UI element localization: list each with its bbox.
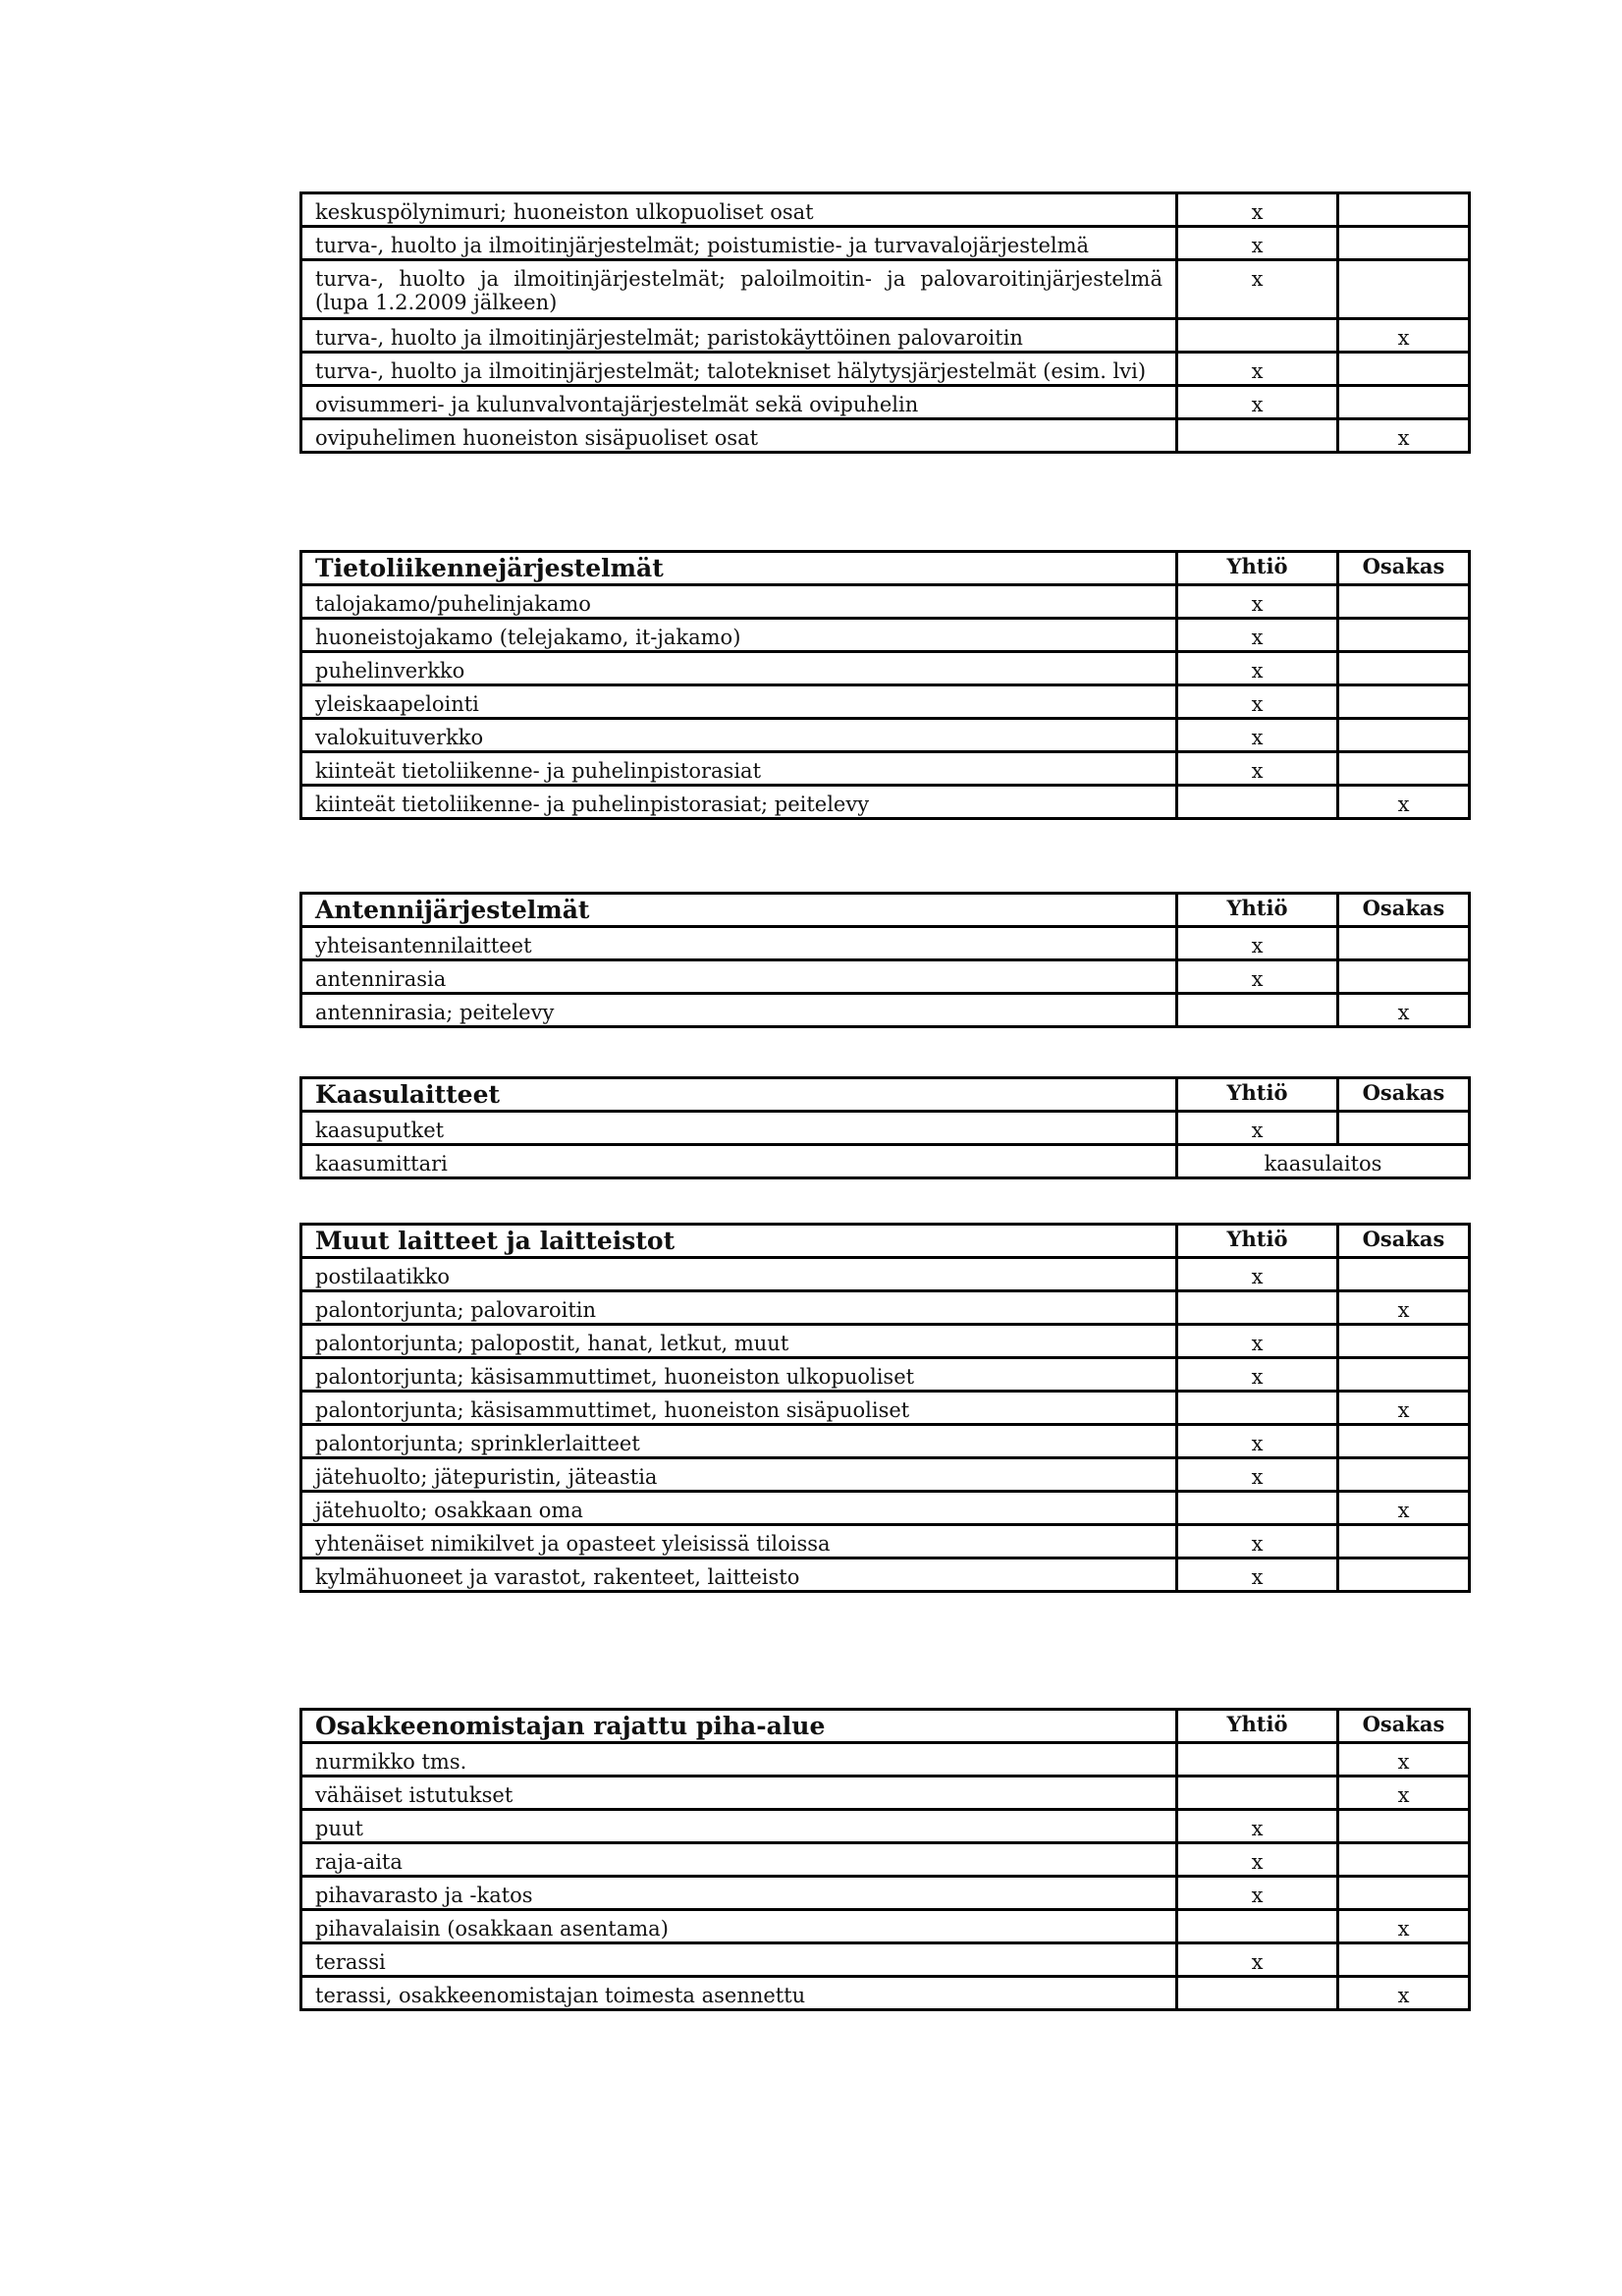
osakas-cell: [1338, 1810, 1470, 1843]
table-row: [301, 1777, 1470, 1810]
osakas-cell: x: [1338, 319, 1470, 353]
item-cell: pihavarasto ja -katos: [301, 1877, 1177, 1910]
table-row: [301, 1291, 1470, 1325]
yhtio-cell: [1177, 1977, 1338, 2010]
item-cell: nurmikko tms.: [301, 1743, 1177, 1777]
table-row: [301, 994, 1470, 1027]
yhtio-cell: x: [1177, 1458, 1338, 1492]
yhtio-cell: [1177, 1492, 1338, 1525]
yhtio-cell: x: [1177, 353, 1338, 386]
table-shareholder-yard-area: [299, 1708, 1471, 2011]
table-row: [301, 1458, 1470, 1492]
item-cell: raja-aita: [301, 1843, 1177, 1877]
yhtio-cell: x: [1177, 193, 1338, 227]
table-row: [301, 1325, 1470, 1358]
item-cell: terassi: [301, 1943, 1177, 1977]
osakas-cell: [1338, 619, 1470, 652]
item-cell: yhtenäiset nimikilvet ja opasteet yleisissä tiloissa: [301, 1525, 1177, 1558]
yhtio-cell: x: [1177, 1258, 1338, 1291]
table-row: [301, 1877, 1470, 1910]
yhtio-cell: x: [1177, 960, 1338, 994]
item-cell: ovipuhelimen huoneiston sisäpuoliset osat: [301, 419, 1177, 453]
table-header-row: [301, 1225, 1470, 1258]
osakas-cell: [1338, 1358, 1470, 1392]
item-cell: palontorjunta; palopostit, hanat, letkut, muut: [301, 1325, 1177, 1358]
table-telecommunications: [299, 550, 1471, 820]
yhtio-cell: [1177, 319, 1338, 353]
yhtio-cell: x: [1177, 652, 1338, 685]
item-cell: kylmähuoneet ja varastot, rakenteet, laitteisto: [301, 1558, 1177, 1592]
yhtio-cell: x: [1177, 1843, 1338, 1877]
table-row: [301, 752, 1470, 786]
osakas-cell: [1338, 927, 1470, 960]
item-cell: palontorjunta; palovaroitin: [301, 1291, 1177, 1325]
item-cell: palontorjunta; sprinklerlaitteet: [301, 1425, 1177, 1458]
yhtio-cell: [1177, 1291, 1338, 1325]
osakas-cell: x: [1338, 1910, 1470, 1943]
yhtio-cell: x: [1177, 1325, 1338, 1358]
osakas-cell: [1338, 1525, 1470, 1558]
yhtio-cell: x: [1177, 927, 1338, 960]
osakas-cell: [1338, 1877, 1470, 1910]
table-row: [301, 386, 1470, 419]
table-row: [301, 1525, 1470, 1558]
merged-responsibility-cell: kaasulaitos: [1177, 1145, 1470, 1178]
column-header-yhtio: Yhtiö: [1177, 894, 1338, 927]
column-header-osakas: Osakas: [1338, 894, 1470, 927]
table-row: [301, 1392, 1470, 1425]
yhtio-cell: x: [1177, 1877, 1338, 1910]
section-title: Tietoliikennejärjestelmät: [301, 552, 1177, 585]
yhtio-cell: x: [1177, 1425, 1338, 1458]
table-row: [301, 353, 1470, 386]
osakas-cell: [1338, 1112, 1470, 1145]
item-cell: palontorjunta; käsisammuttimet, huoneiston sisäpuoliset: [301, 1392, 1177, 1425]
item-cell: turva-, huolto ja ilmoitinjärjestelmät; talotekniset hälytysjärjestelmät (esim. lvi): [301, 353, 1177, 386]
item-cell: yleiskaapelointi: [301, 685, 1177, 719]
osakas-cell: [1338, 260, 1470, 319]
table-header-row: [301, 1710, 1470, 1743]
table-row: [301, 419, 1470, 453]
table-row: [301, 1943, 1470, 1977]
item-cell: antennirasia; peitelevy: [301, 994, 1177, 1027]
yhtio-cell: x: [1177, 1943, 1338, 1977]
yhtio-cell: x: [1177, 386, 1338, 419]
osakas-cell: [1338, 1425, 1470, 1458]
yhtio-cell: x: [1177, 752, 1338, 786]
item-cell: palontorjunta; käsisammuttimet, huoneiston ulkopuoliset: [301, 1358, 1177, 1392]
section-title: Osakkeenomistajan rajattu piha-alue: [301, 1710, 1177, 1743]
table-row: [301, 585, 1470, 619]
osakas-cell: [1338, 1458, 1470, 1492]
table-row: [301, 1145, 1470, 1178]
osakas-cell: x: [1338, 994, 1470, 1027]
table-header-row: [301, 552, 1470, 585]
item-cell: antennirasia: [301, 960, 1177, 994]
osakas-cell: x: [1338, 1291, 1470, 1325]
table-row: [301, 193, 1470, 227]
item-cell: turva-, huolto ja ilmoitinjärjestelmät; poistumistie- ja turvavalojärjestelmä: [301, 227, 1177, 260]
table-header-row: [301, 894, 1470, 927]
table-row: [301, 619, 1470, 652]
yhtio-cell: x: [1177, 1358, 1338, 1392]
yhtio-cell: x: [1177, 685, 1338, 719]
item-cell: puhelinverkko: [301, 652, 1177, 685]
item-cell: terassi, osakkeenomistajan toimesta asennettu: [301, 1977, 1177, 2010]
table-row: [301, 227, 1470, 260]
item-cell: vähäiset istutukset: [301, 1777, 1177, 1810]
item-cell: keskuspölynimuri; huoneiston ulkopuoliset osat: [301, 193, 1177, 227]
osakas-cell: [1338, 353, 1470, 386]
yhtio-cell: [1177, 994, 1338, 1027]
osakas-cell: x: [1338, 419, 1470, 453]
table-row: [301, 1910, 1470, 1943]
osakas-cell: [1338, 752, 1470, 786]
yhtio-cell: [1177, 1910, 1338, 1943]
table-antenna-systems: [299, 892, 1471, 1028]
osakas-cell: [1338, 1558, 1470, 1592]
osakas-cell: [1338, 386, 1470, 419]
osakas-cell: [1338, 193, 1470, 227]
table-row: [301, 1810, 1470, 1843]
osakas-cell: [1338, 1943, 1470, 1977]
item-cell: postilaatikko: [301, 1258, 1177, 1291]
table-row: [301, 1492, 1470, 1525]
item-cell: jätehuolto; osakkaan oma: [301, 1492, 1177, 1525]
item-cell: yhteisantennilaitteet: [301, 927, 1177, 960]
table-row: [301, 960, 1470, 994]
column-header-osakas: Osakas: [1338, 1078, 1470, 1112]
table-row: [301, 319, 1470, 353]
item-cell: puut: [301, 1810, 1177, 1843]
yhtio-cell: x: [1177, 1558, 1338, 1592]
osakas-cell: x: [1338, 1743, 1470, 1777]
table-header-row: [301, 1078, 1470, 1112]
table-row: [301, 927, 1470, 960]
table-row: [301, 652, 1470, 685]
osakas-cell: [1338, 1843, 1470, 1877]
osakas-cell: [1338, 1325, 1470, 1358]
yhtio-cell: x: [1177, 1112, 1338, 1145]
item-cell: valokuituverkko: [301, 719, 1177, 752]
column-header-yhtio: Yhtiö: [1177, 552, 1338, 585]
table-row: [301, 786, 1470, 819]
osakas-cell: [1338, 652, 1470, 685]
yhtio-cell: x: [1177, 227, 1338, 260]
yhtio-cell: [1177, 1392, 1338, 1425]
section-title: Antennijärjestelmät: [301, 894, 1177, 927]
osakas-cell: [1338, 1258, 1470, 1291]
item-cell: kaasuputket: [301, 1112, 1177, 1145]
item-cell: huoneistojakamo (telejakamo, it-jakamo): [301, 619, 1177, 652]
yhtio-cell: x: [1177, 260, 1338, 319]
yhtio-cell: [1177, 419, 1338, 453]
item-cell: kiinteät tietoliikenne- ja puhelinpistorasiat; peitelevy: [301, 786, 1177, 819]
yhtio-cell: x: [1177, 619, 1338, 652]
column-header-yhtio: Yhtiö: [1177, 1225, 1338, 1258]
item-cell: ovisummeri- ja kulunvalvontajärjestelmät sekä ovipuhelin: [301, 386, 1177, 419]
item-cell: turva-, huolto ja ilmoitinjärjestelmät; paloilmoitin- ja palovaroitinjärjestelmä (lupa 1.2.2009 jälkeen): [301, 260, 1177, 319]
osakas-cell: [1338, 719, 1470, 752]
osakas-cell: [1338, 960, 1470, 994]
yhtio-cell: [1177, 786, 1338, 819]
table-row: [301, 1743, 1470, 1777]
item-cell: pihavalaisin (osakkaan asentama): [301, 1910, 1177, 1943]
table-row: [301, 1112, 1470, 1145]
table-row: [301, 1358, 1470, 1392]
osakas-cell: [1338, 585, 1470, 619]
yhtio-cell: x: [1177, 1525, 1338, 1558]
table-row: [301, 260, 1470, 319]
table-row: [301, 719, 1470, 752]
table-gas-equipment: [299, 1076, 1471, 1179]
table-row: [301, 1558, 1470, 1592]
osakas-cell: x: [1338, 1392, 1470, 1425]
table-row: [301, 685, 1470, 719]
item-cell: kaasumittari: [301, 1145, 1177, 1178]
column-header-osakas: Osakas: [1338, 552, 1470, 585]
osakas-cell: x: [1338, 786, 1470, 819]
osakas-cell: [1338, 227, 1470, 260]
yhtio-cell: [1177, 1777, 1338, 1810]
osakas-cell: x: [1338, 1492, 1470, 1525]
yhtio-cell: x: [1177, 719, 1338, 752]
table-other-equipment: [299, 1223, 1471, 1593]
yhtio-cell: x: [1177, 585, 1338, 619]
column-header-osakas: Osakas: [1338, 1225, 1470, 1258]
item-cell: kiinteät tietoliikenne- ja puhelinpistorasiat: [301, 752, 1177, 786]
table-row: [301, 1843, 1470, 1877]
osakas-cell: [1338, 685, 1470, 719]
section-title: Muut laitteet ja laitteistot: [301, 1225, 1177, 1258]
item-cell: talojakamo/puhelinjakamo: [301, 585, 1177, 619]
column-header-osakas: Osakas: [1338, 1710, 1470, 1743]
yhtio-cell: [1177, 1743, 1338, 1777]
item-cell: jätehuolto; jätepuristin, jäteastia: [301, 1458, 1177, 1492]
column-header-yhtio: Yhtiö: [1177, 1078, 1338, 1112]
table-row: [301, 1977, 1470, 2010]
osakas-cell: x: [1338, 1777, 1470, 1810]
section-title: Kaasulaitteet: [301, 1078, 1177, 1112]
table-security-systems-continued: [299, 191, 1471, 454]
item-cell: turva-, huolto ja ilmoitinjärjestelmät; paristokäyttöinen palovaroitin: [301, 319, 1177, 353]
column-header-yhtio: Yhtiö: [1177, 1710, 1338, 1743]
table-row: [301, 1425, 1470, 1458]
table-row: [301, 1258, 1470, 1291]
yhtio-cell: x: [1177, 1810, 1338, 1843]
osakas-cell: x: [1338, 1977, 1470, 2010]
